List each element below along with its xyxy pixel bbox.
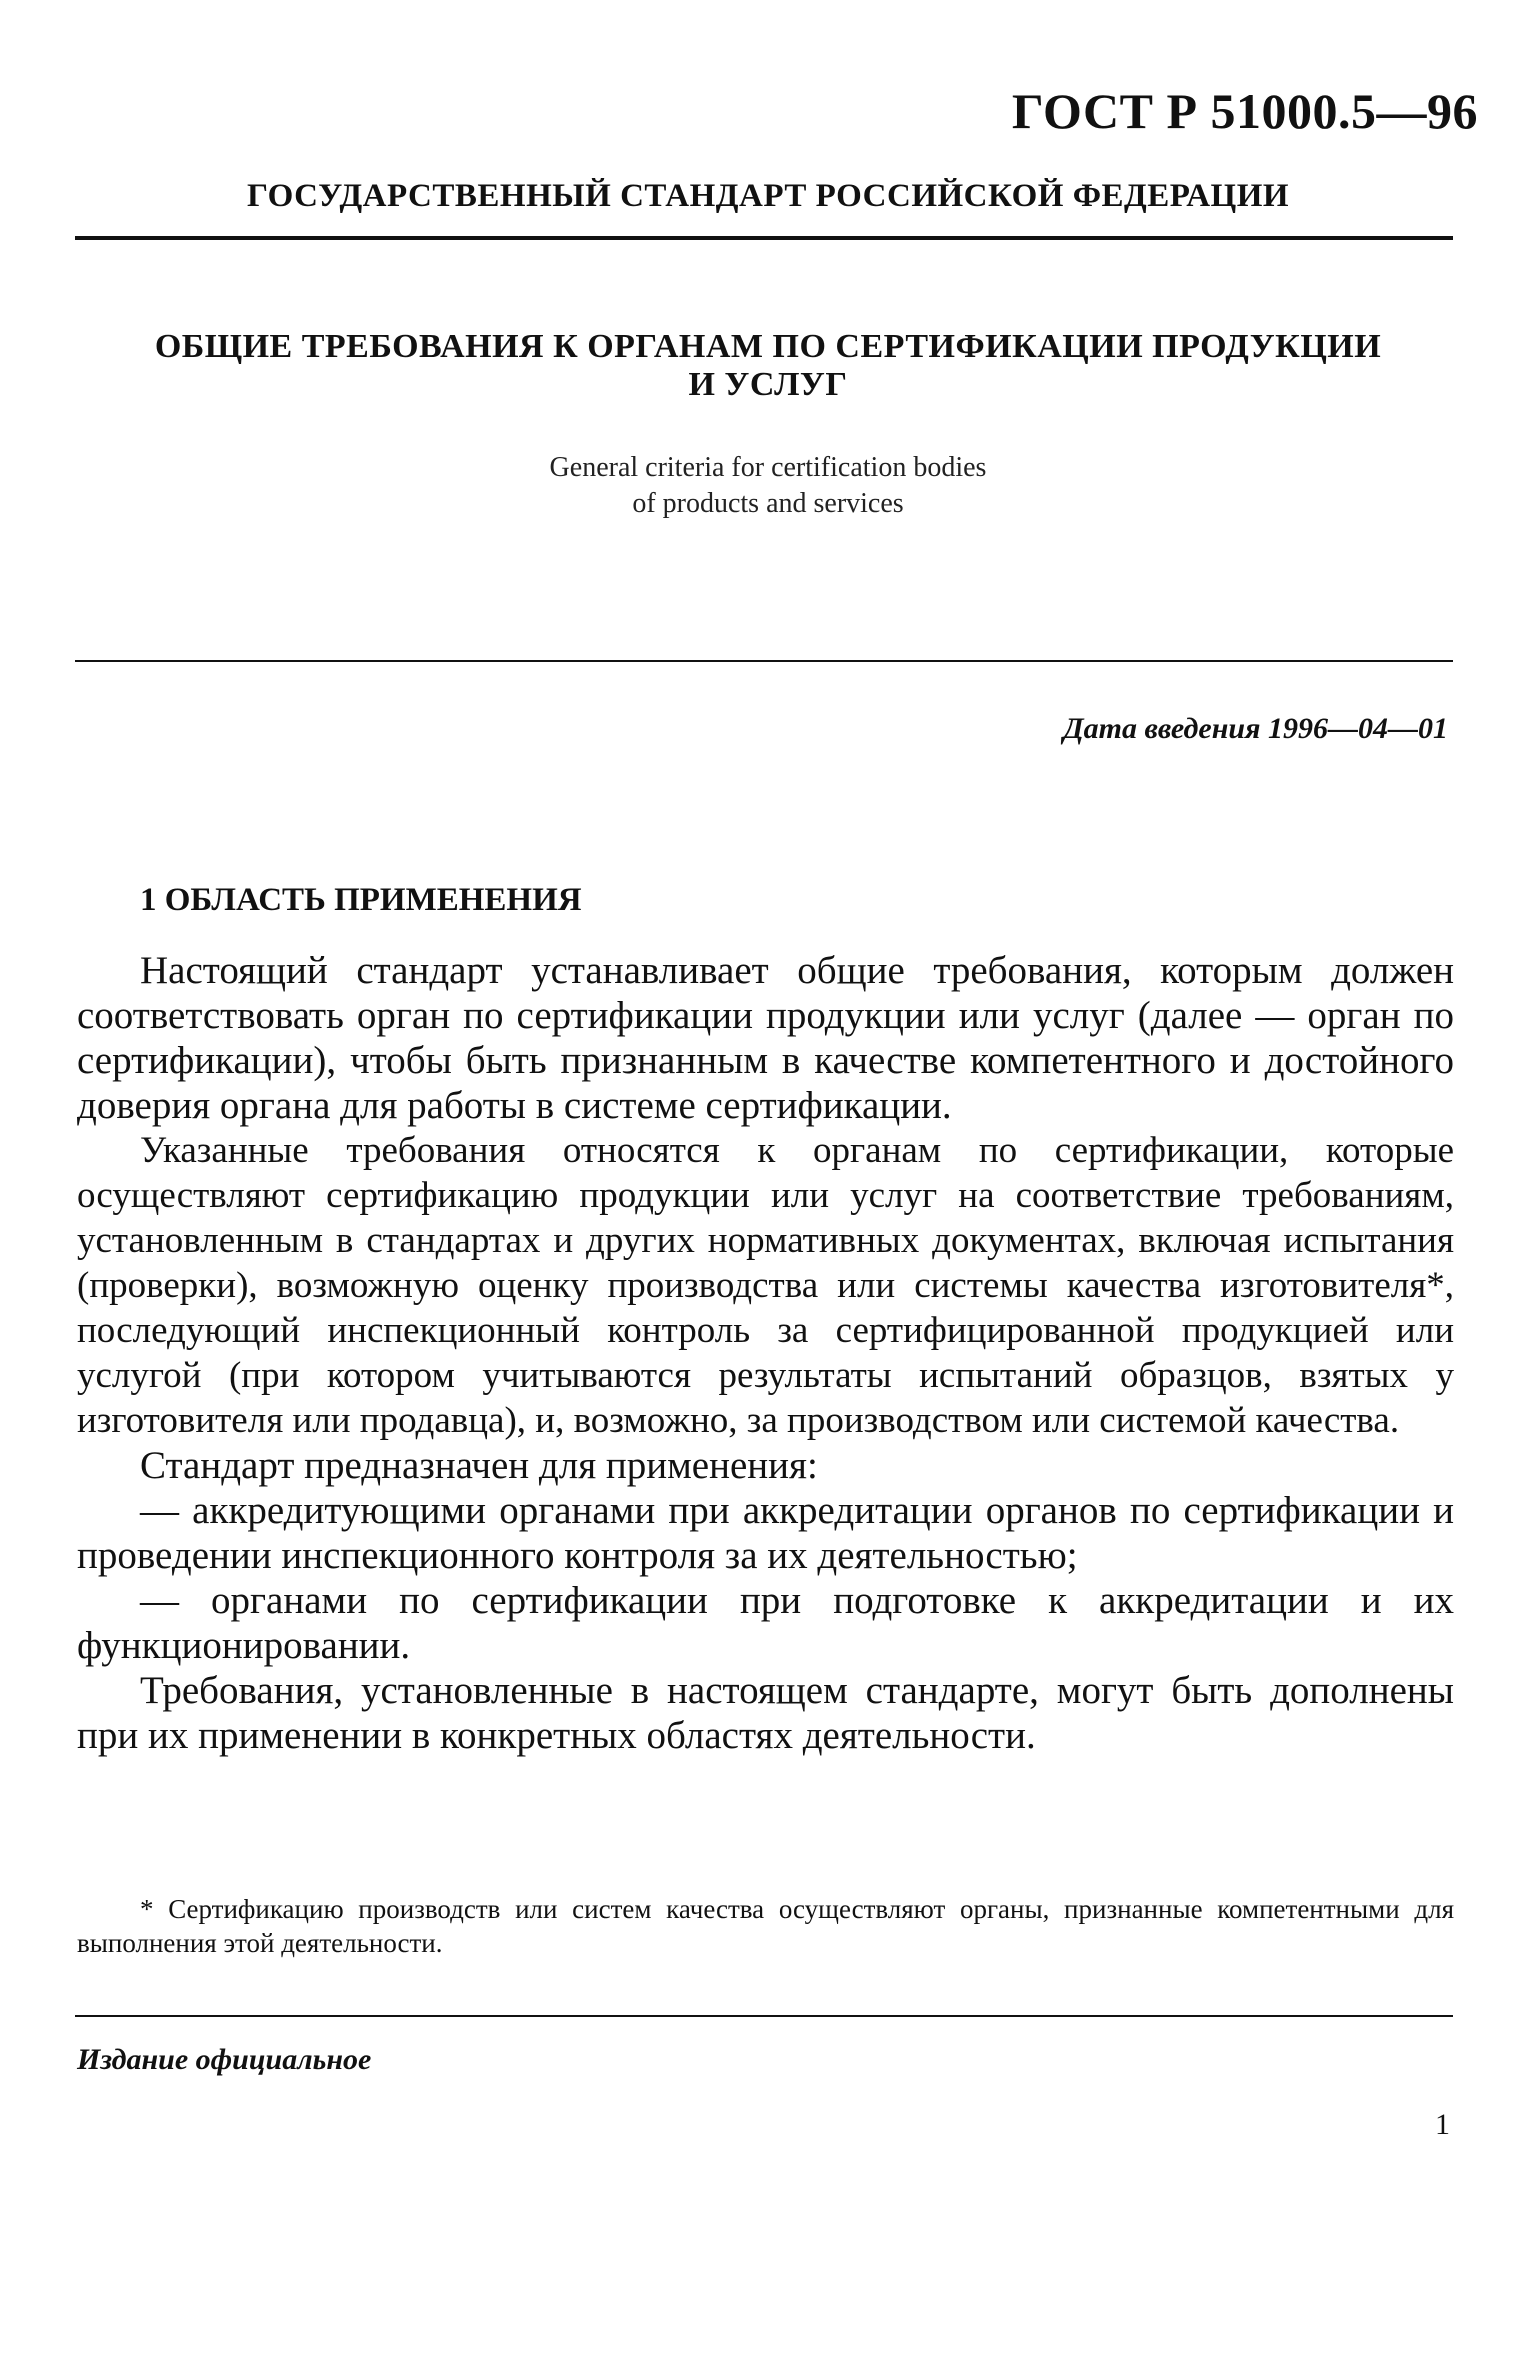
- title-line-2: И УСЛУГ: [688, 366, 848, 403]
- paragraph-6: Требования, установленные в настоящем стандарте, могут быть дополнены при их применении в конкретных областях деятельности.: [77, 1669, 1454, 1757]
- introduction-date: Дата введения 1996—04—01: [1063, 712, 1448, 745]
- english-title: [0, 450, 1536, 522]
- header-divider: [75, 236, 1453, 240]
- paragraph-2: Указанные требования относятся к органам по сертификации, которые осуществляют сертификацию продукции или услуг на соответствие требованиям, установленным в стандартах и других нормативных документах, включая испытания (проверки), возможную оценку производства или системы качества изготовителя*, последующий инспекционный контроль за сертифицированной продукцией или услугой (при котором учитываются результаты испытаний образцов, взятых у изготовителя или продавца), и, возможно, за производством или системой качества.: [77, 1130, 1454, 1441]
- title-divider: [75, 660, 1453, 662]
- footer-divider: [75, 2015, 1453, 2017]
- section-heading: 1 ОБЛАСТЬ ПРИМЕНЕНИЯ: [140, 882, 582, 918]
- paragraph-4: — аккредитующими органами при аккредитации органов по сертификации и проведении инспекционного контроля за их деятельностью;: [77, 1489, 1454, 1577]
- paragraph-5: — органами по сертификации при подготовке к аккредитации и их функционировании.: [77, 1579, 1454, 1667]
- official-edition-label: Издание официальное: [77, 2043, 372, 2076]
- footnote: * Сертификацию производств или систем качества осуществляют органы, признанные компетентными для выполнения этой деятельности.: [77, 1894, 1454, 1958]
- title-line-1: ОБЩИЕ ТРЕБОВАНИЯ К ОРГАНАМ ПО СЕРТИФИКАЦИИ ПРОДУКЦИИ: [154, 328, 1382, 365]
- document-number: ГОСТ Р 51000.5—96: [1011, 83, 1478, 139]
- paragraph-3: Стандарт предназначен для применения:: [140, 1444, 818, 1487]
- english-title-line-2: of products and services: [632, 488, 904, 519]
- section-body: [77, 948, 1454, 1758]
- english-title-line-1: General criteria for certification bodies: [549, 452, 987, 483]
- document-title: [0, 328, 1536, 404]
- page-number: 1: [1435, 2108, 1450, 2141]
- state-standard-heading: ГОСУДАРСТВЕННЫЙ СТАНДАРТ РОССИЙСКОЙ ФЕДЕРАЦИИ: [246, 178, 1290, 214]
- paragraph-1: Настоящий стандарт устанавливает общие требования, которым должен соответствовать орган по сертификации продукции или услуг (далее — орган по сертификации), чтобы быть признанным в качестве компетентного и достойного доверия органа для работы в системе сертификации.: [77, 949, 1454, 1127]
